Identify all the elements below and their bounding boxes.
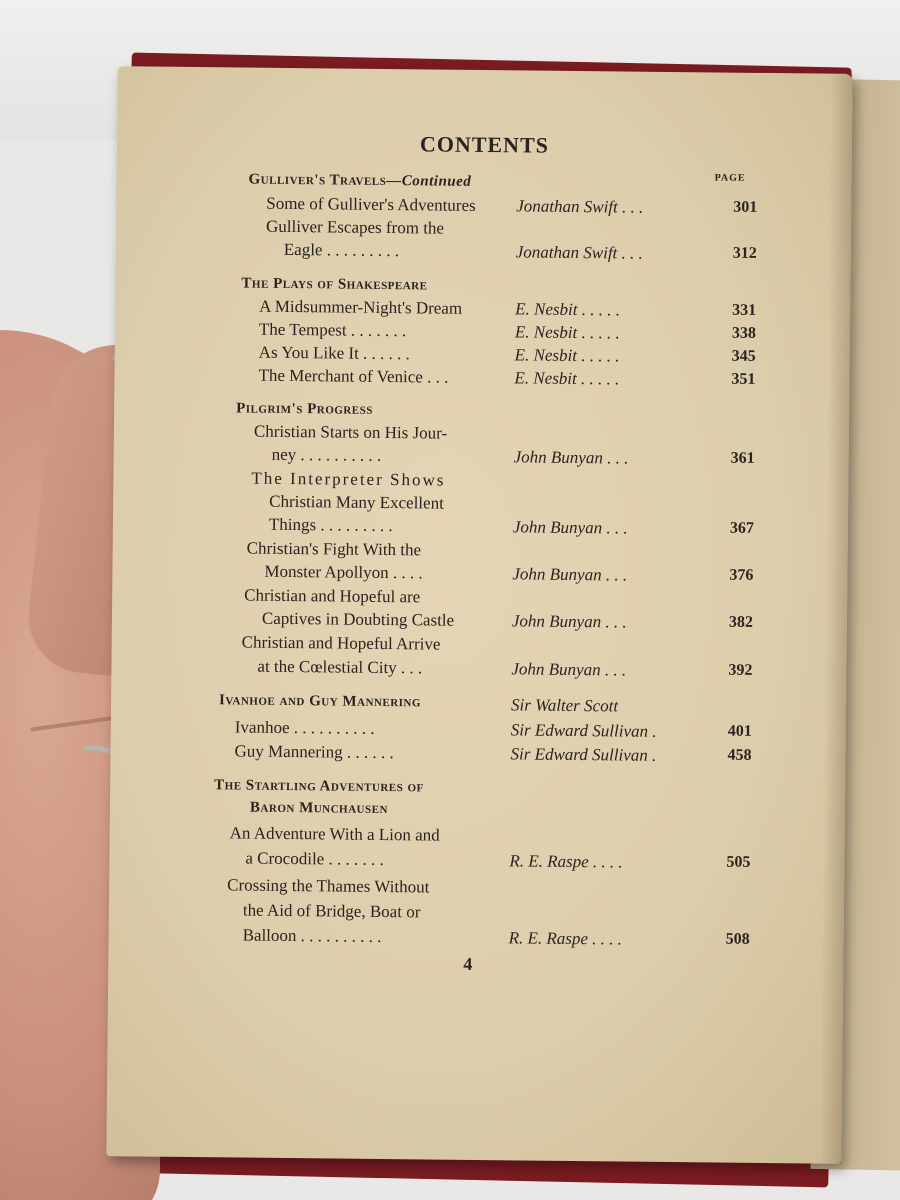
section-title: Gulliver's Travels: [248, 171, 387, 189]
entry-title: ney . . . . . . . . . .: [271, 444, 382, 465]
section-note: —Continued: [386, 173, 472, 190]
entry-title: Monster Apollyon . . . .: [264, 561, 423, 583]
section-title: The Plays of Shakespeare: [241, 275, 428, 294]
entry-author: E. Nesbit . . . . .: [514, 322, 620, 343]
entry-page: 505: [726, 853, 751, 871]
entry-page: 367: [729, 519, 755, 537]
section-title: Ivanhoe and Guy Mannering: [219, 692, 422, 711]
entry-page: 361: [730, 449, 755, 467]
entry-title: Guy Mannering . . . . . .: [234, 741, 394, 763]
section-author: Sir Walter Scott: [510, 695, 619, 716]
entry-page: 338: [731, 324, 757, 342]
entry-page: 312: [732, 244, 757, 262]
entry-page: 508: [725, 930, 750, 948]
entry-author: R. E. Raspe . . . .: [508, 928, 623, 949]
section-title: The Startling Adventures of: [214, 777, 424, 796]
entry-page: 351: [731, 370, 756, 388]
entry-title: The Merchant of Venice . . .: [258, 365, 449, 387]
entry-author: R. E. Raspe . . . .: [509, 851, 623, 872]
entry-author: Sir Edward Sullivan .: [510, 744, 657, 765]
entry-title: Christian Starts on His Jour-: [253, 421, 448, 443]
entry-title: Some of Gulliver's Adventures: [266, 193, 476, 215]
entry-author: E. Nesbit . . . . .: [515, 299, 621, 320]
entry-page: 331: [732, 301, 757, 319]
entry-title: Christian Many Excellent: [269, 491, 444, 513]
entry-title: a Crocodile . . . . . . .: [245, 848, 384, 870]
entry-title: Things . . . . . . . . .: [268, 514, 393, 536]
entry-title: The Tempest . . . . . . .: [258, 319, 407, 341]
page-number: 4: [463, 953, 473, 974]
entry-title: Eagle . . . . . . . . .: [283, 239, 400, 261]
entry-page: 376: [729, 566, 754, 584]
entry-author: John Bunyan . . .: [513, 447, 629, 468]
entry-page: 392: [728, 661, 753, 679]
entry-title: the Aid of Bridge, Boat or: [242, 900, 421, 922]
entry-author: E. Nesbit . . . . .: [514, 368, 620, 389]
entry-author: Sir Edward Sullivan .: [510, 720, 657, 741]
entry-title: Captives in Doubting Castle: [261, 608, 455, 630]
entry-page: 382: [728, 613, 754, 631]
page-column-label: PAGE: [714, 172, 746, 184]
entry-page: 401: [727, 722, 752, 740]
entry-title: Christian and Hopeful Arrive: [241, 632, 441, 654]
entry-author: John Bunyan . . .: [512, 564, 628, 585]
entry-title: at the Cœlestial City . . .: [257, 656, 423, 678]
entry-author: John Bunyan . . .: [511, 611, 627, 632]
entry-title: Balloon . . . . . . . . . .: [242, 925, 382, 946]
entry-author: John Bunyan . . .: [511, 659, 627, 680]
entry-title: Christian and Hopeful are: [244, 585, 421, 607]
entry-title: Gulliver Escapes from the: [265, 216, 445, 238]
section-title-line2: Baron Munchausen: [249, 799, 389, 818]
entry-page: 345: [731, 347, 756, 365]
contents-heading: CONTENTS: [419, 131, 550, 158]
entry-title: As You Like It . . . . . .: [258, 342, 410, 364]
section-title: Pilgrim's Progress: [236, 400, 373, 418]
entry-title: A Midsummer-Night's Dream: [259, 296, 463, 318]
entry-title: Ivanhoe . . . . . . . . . .: [234, 717, 375, 738]
entry-author: John Bunyan . . .: [512, 517, 628, 538]
entry-title: The Interpreter Shows: [251, 468, 446, 490]
entry-author: Jonathan Swift . . .: [516, 196, 644, 217]
entry-page: 301: [733, 198, 758, 216]
entry-page: 458: [727, 746, 752, 764]
entry-title: Christian's Fight With the: [246, 538, 422, 560]
entry-author: Jonathan Swift . . .: [515, 242, 643, 263]
entry-author: E. Nesbit . . . . .: [514, 345, 620, 366]
book-page: [106, 66, 852, 1164]
entry-title: An Adventure With a Lion and: [229, 823, 440, 845]
entry-title: Crossing the Thames Without: [227, 875, 430, 897]
